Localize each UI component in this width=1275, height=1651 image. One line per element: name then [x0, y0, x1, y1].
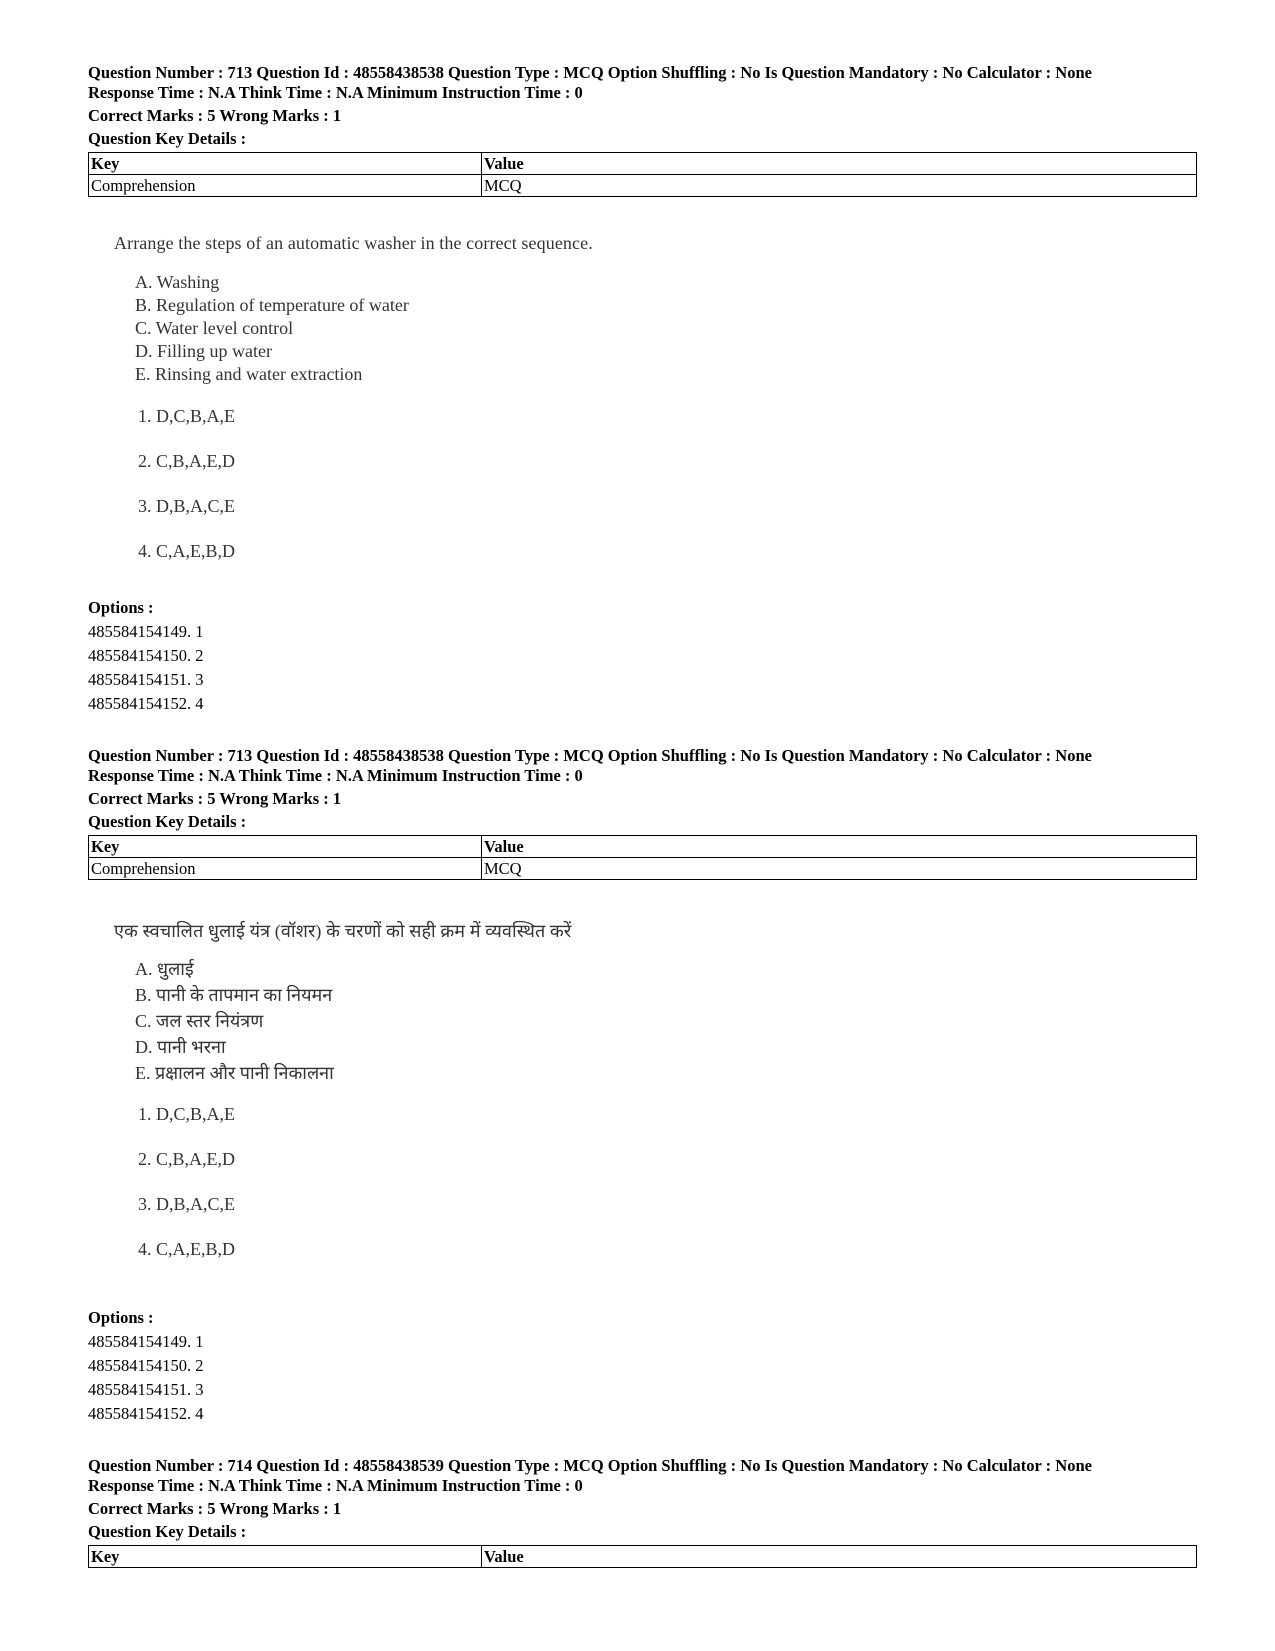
answer-choice: 3. D,B,A,C,E	[138, 496, 236, 516]
option-item: 485584154152. 4	[88, 694, 204, 713]
key-value-table	[88, 835, 1197, 880]
list-item: A. धुलाई	[135, 959, 194, 979]
question-stem: एक स्वचालित धुलाई यंत्र (वॉशर) के चरणों को सही क्रम में व्यवस्थित करें	[114, 921, 572, 941]
question-header-714	[88, 1456, 1196, 1568]
table-row	[89, 175, 1197, 197]
question-header-713-b	[88, 746, 1196, 880]
key-details-label: Question Key Details :	[88, 812, 247, 831]
question-meta-line: Question Number : 713 Question Id : 48558438538 Question Type : MCQ Option Shuffling : No Is Question Mandatory : No Calculator : None	[88, 63, 1092, 82]
answer-choice: 1. D,C,B,A,E	[138, 406, 236, 426]
key-value-table	[88, 152, 1197, 197]
question-stem: Arrange the steps of an automatic washer in the correct sequence.	[114, 233, 593, 253]
table-row	[89, 153, 1197, 175]
marks-line: Correct Marks : 5 Wrong Marks : 1	[88, 106, 342, 125]
answer-choice: 1. D,C,B,A,E	[138, 1104, 236, 1124]
list-item: E. प्रक्षालन और पानी निकालना	[135, 1063, 334, 1083]
question-meta-line: Question Number : 714 Question Id : 48558438539 Question Type : MCQ Option Shuffling : No Is Question Mandatory : No Calculator : None	[88, 1456, 1092, 1475]
option-item: 485584154150. 2	[88, 1356, 204, 1375]
table-cell-key: Comprehension	[89, 175, 482, 197]
answer-choices	[138, 405, 593, 585]
table-cell-value: MCQ	[482, 858, 1197, 880]
question-image-english	[114, 232, 593, 585]
table-header-key: Key	[89, 1546, 482, 1568]
answer-choice: 4. C,A,E,B,D	[138, 541, 236, 561]
option-item: 485584154150. 2	[88, 646, 204, 665]
options-list	[88, 1306, 204, 1426]
table-cell-value: MCQ	[482, 175, 1197, 197]
key-details-label: Question Key Details :	[88, 1522, 247, 1541]
answer-choices	[138, 1103, 571, 1283]
answer-choice: 2. C,B,A,E,D	[138, 451, 236, 471]
table-cell-key: Comprehension	[89, 858, 482, 880]
option-item: 485584154149. 1	[88, 622, 204, 641]
option-item: 485584154152. 4	[88, 1404, 204, 1423]
table-header-value: Value	[482, 1546, 1197, 1568]
table-header-key: Key	[89, 836, 482, 858]
table-header-value: Value	[482, 836, 1197, 858]
list-item: C. जल स्तर नियंत्रण	[135, 1011, 264, 1031]
options-list	[88, 596, 204, 716]
key-value-table	[88, 1545, 1197, 1568]
options-label: Options :	[88, 1308, 154, 1327]
list-item: B. Regulation of temperature of water	[135, 295, 409, 315]
list-item: D. Filling up water	[135, 341, 272, 361]
option-item: 485584154149. 1	[88, 1332, 204, 1351]
option-item: 485584154151. 3	[88, 670, 204, 689]
question-meta-line: Question Number : 713 Question Id : 48558438538 Question Type : MCQ Option Shuffling : No Is Question Mandatory : No Calculator : None	[88, 746, 1092, 765]
list-item: B. पानी के तापमान का नियमन	[135, 985, 333, 1005]
statement-list	[135, 271, 593, 386]
question-timing-line: Response Time : N.A Think Time : N.A Minimum Instruction Time : 0	[88, 1476, 583, 1495]
question-timing-line: Response Time : N.A Think Time : N.A Minimum Instruction Time : 0	[88, 766, 583, 785]
list-item: E. Rinsing and water extraction	[135, 364, 363, 384]
answer-choice: 2. C,B,A,E,D	[138, 1149, 236, 1169]
question-header-713-a	[88, 63, 1196, 197]
table-header-value: Value	[482, 153, 1197, 175]
marks-line: Correct Marks : 5 Wrong Marks : 1	[88, 1499, 342, 1518]
table-row	[89, 858, 1197, 880]
key-details-label: Question Key Details :	[88, 129, 247, 148]
table-header-key: Key	[89, 153, 482, 175]
question-image-hindi	[114, 920, 571, 1283]
list-item: D. पानी भरना	[135, 1037, 226, 1057]
question-timing-line: Response Time : N.A Think Time : N.A Minimum Instruction Time : 0	[88, 83, 583, 102]
table-row	[89, 836, 1197, 858]
list-item: A. Washing	[135, 272, 220, 292]
list-item: C. Water level control	[135, 318, 294, 338]
options-label: Options :	[88, 598, 154, 617]
marks-line: Correct Marks : 5 Wrong Marks : 1	[88, 789, 342, 808]
option-item: 485584154151. 3	[88, 1380, 204, 1399]
table-row	[89, 1546, 1197, 1568]
answer-choice: 3. D,B,A,C,E	[138, 1194, 236, 1214]
statement-list	[135, 956, 571, 1086]
answer-choice: 4. C,A,E,B,D	[138, 1239, 236, 1259]
